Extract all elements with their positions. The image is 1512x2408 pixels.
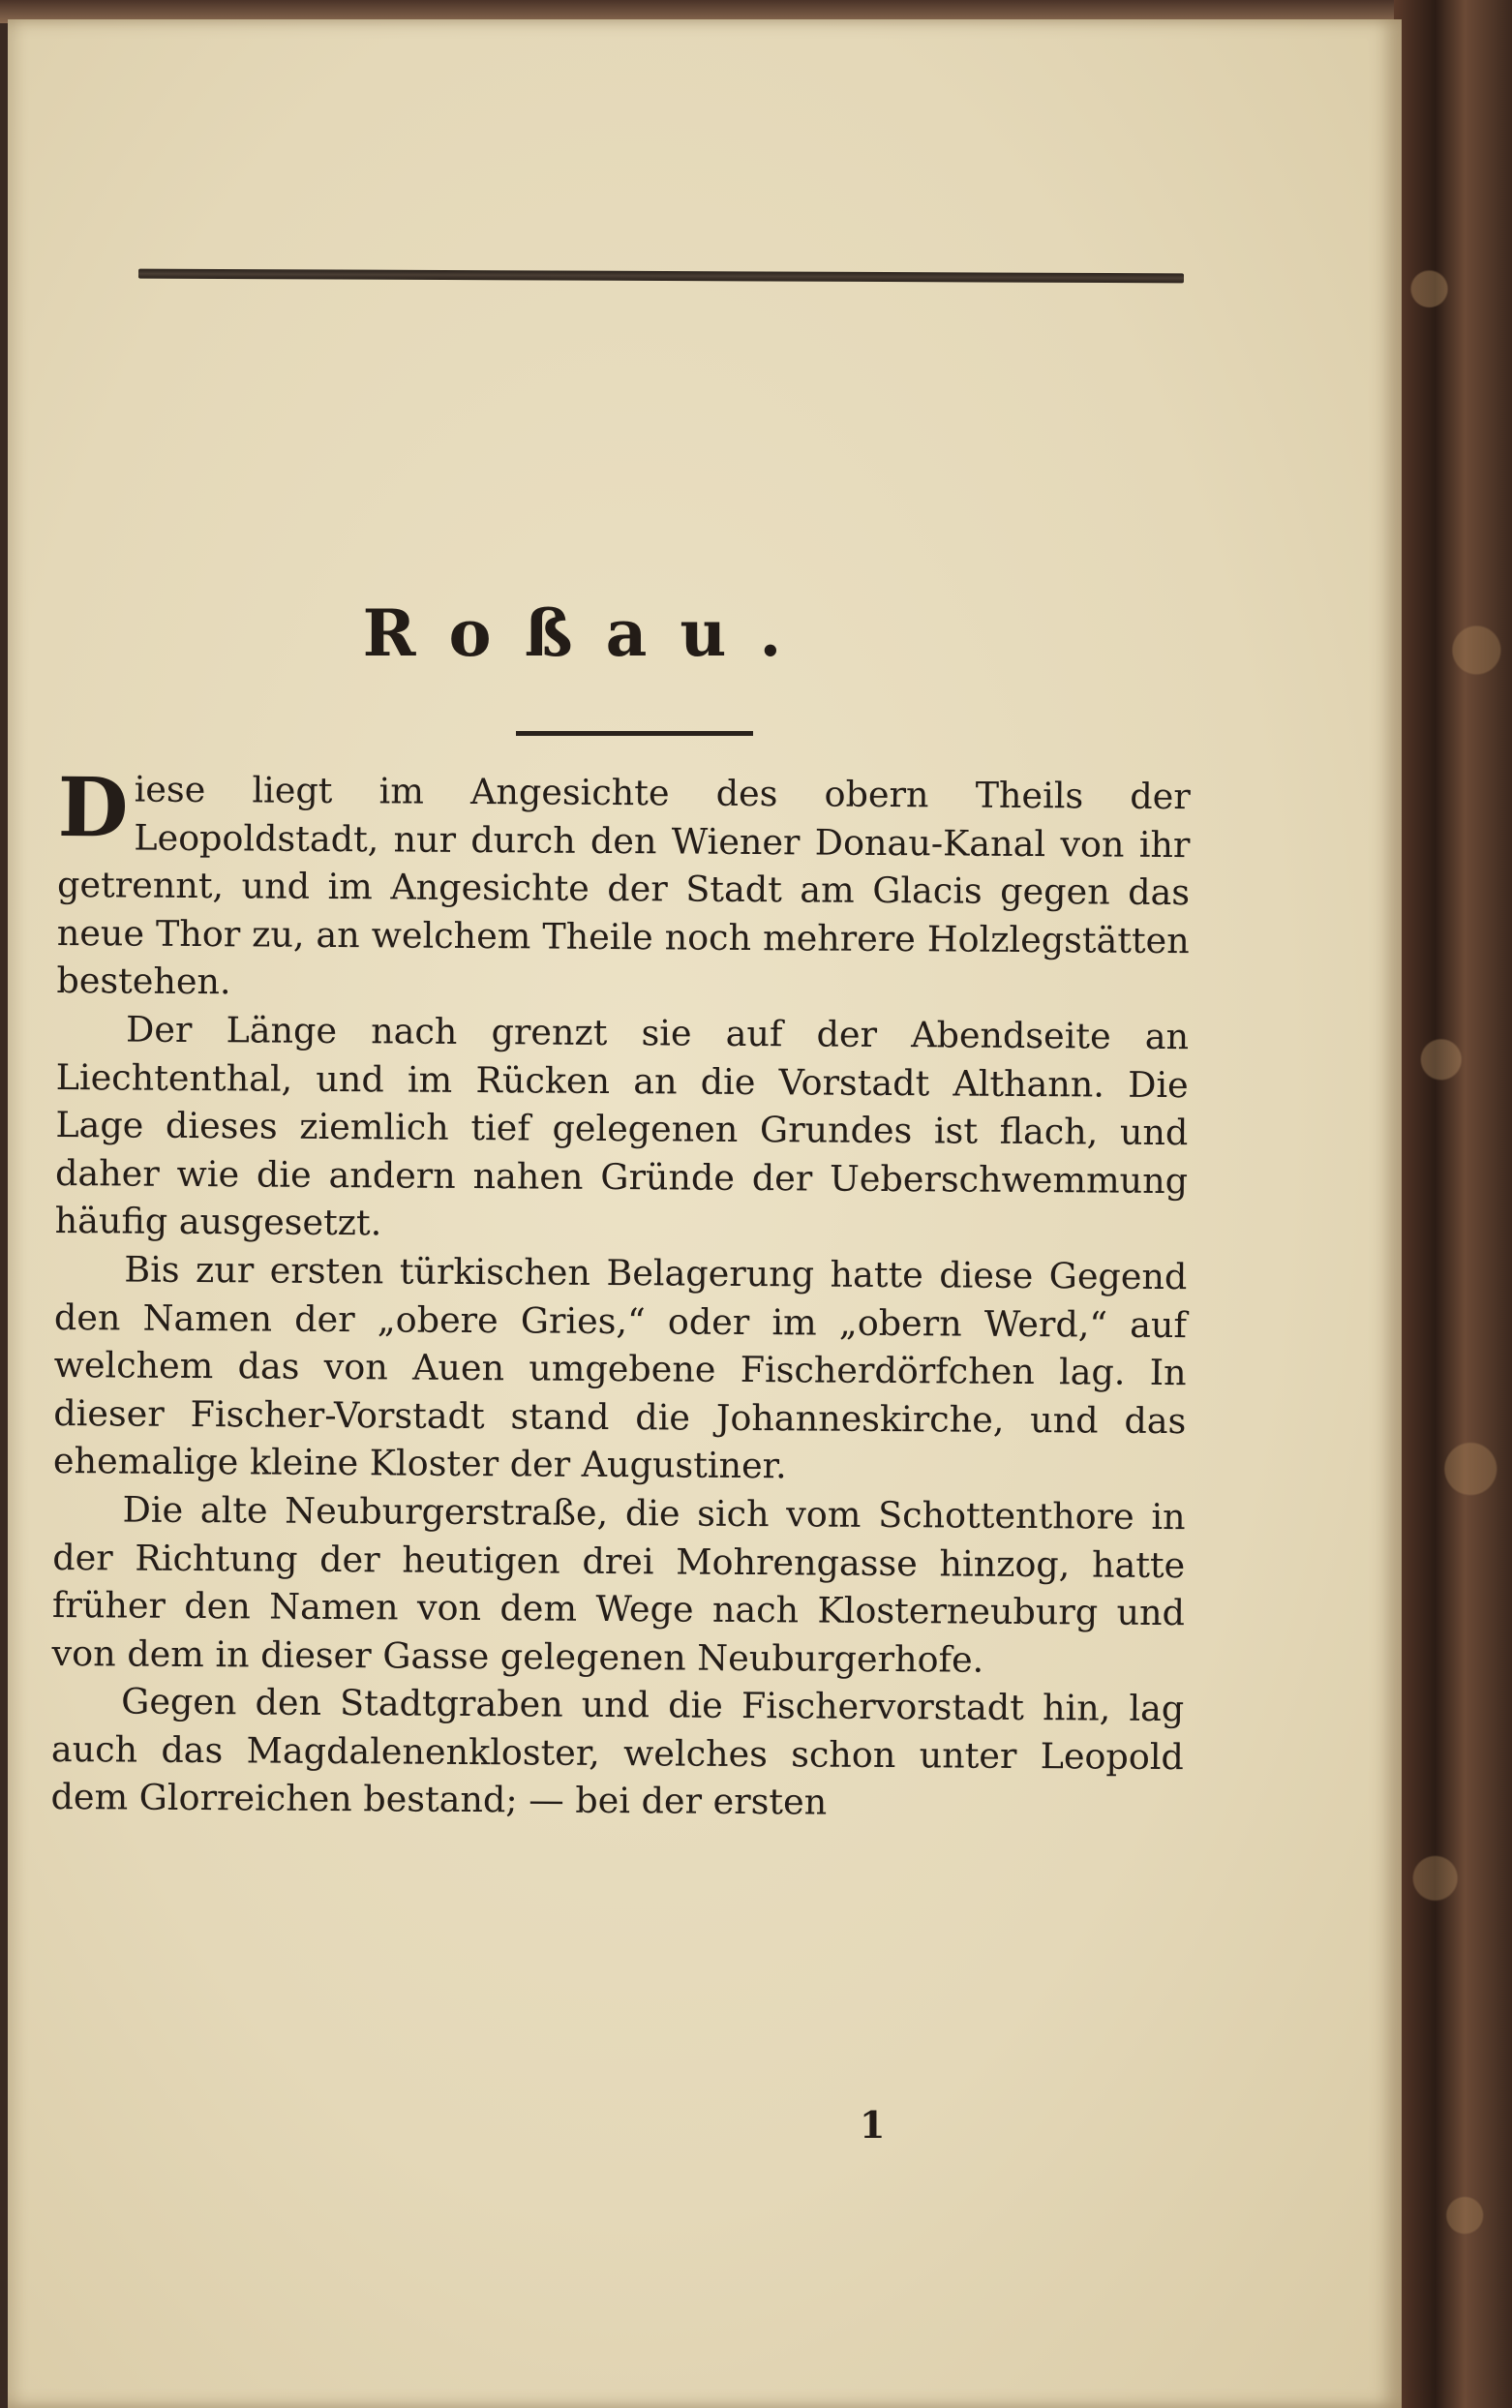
title-rule xyxy=(516,731,753,736)
drop-cap: D xyxy=(57,759,129,856)
page-number: 1 xyxy=(860,2103,886,2147)
paragraph-1-text: iese liegt im Angesichte des obern Theils der Leopoldstadt, nur durch den Wiener Donau-Kanal von ihr getrennt, und im Angesichte der Stadt am Glacis gegen das neue Thor zu, an welchem Theile noch mehrere Holzlegstätten bestehen. xyxy=(56,768,1191,1003)
body-text xyxy=(50,759,1191,1829)
paragraph-4: Die alte Neuburgerstraße, die sich vom Schottenthore in der Richtung der heutigen drei Mohrengasse hinzog, hatte früher den Namen von dem Wege nach Klosterneuburg und von dem in dieser Gasse gelegenen Neuburgerhofe. xyxy=(51,1488,1186,1681)
paragraph-1 xyxy=(56,759,1191,1013)
page-title: Roßau. xyxy=(362,595,815,671)
book-binding xyxy=(1394,0,1512,2408)
book-page xyxy=(8,19,1402,2408)
paragraph-5: Gegen den Stadtgraben und die Fischervorstadt hin, lag auch das Magdalenenkloster, welches schon unter Leopold dem Glorreichen bestand; — bei der ersten xyxy=(50,1680,1185,1824)
paragraph-2: Der Länge nach grenzt sie auf der Abendseite an Liechtenthal, und im Rücken an die Vorstadt Althann. Die Lage dieses ziemlich tief gelegenen Grundes ist flach, und daher wie die andern nahen Gründe der Ueberschwemmung häufig ausgesetzt. xyxy=(54,1008,1190,1244)
paragraph-3: Bis zur ersten türkischen Belagerung hatte diese Gegend den Namen der „obere Gries,“ oder im „obern Werd,“ auf welchem das von Auen umgebene Fischerdörfchen lag. In dieser Fischer-Vorstadt stand die Johanneskirche, und das ehemalige kleine Kloster der Augustiner. xyxy=(52,1248,1188,1487)
header-rule xyxy=(138,269,1184,284)
